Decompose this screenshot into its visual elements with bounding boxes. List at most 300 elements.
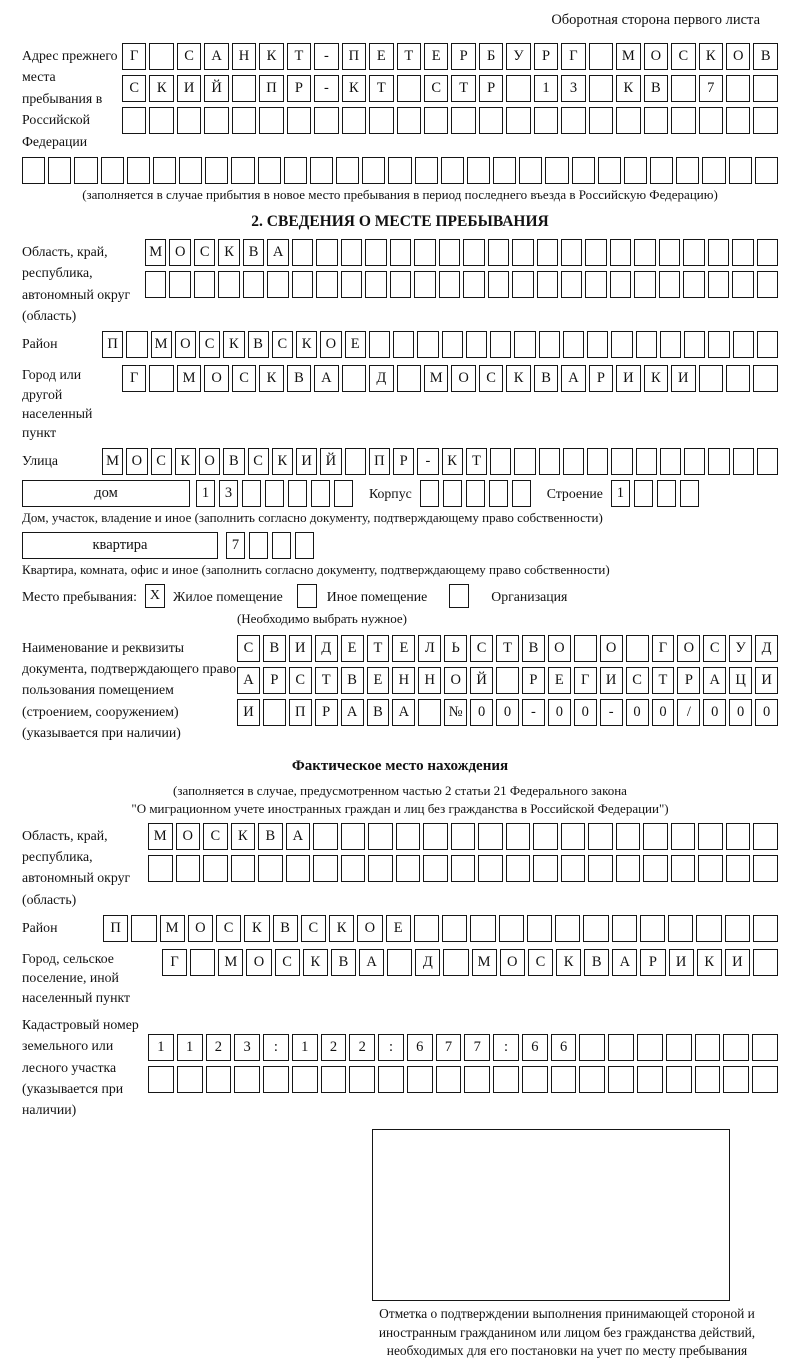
char-cell[interactable]: И [669, 949, 694, 976]
char-cell[interactable] [732, 239, 753, 266]
char-cell[interactable] [650, 157, 673, 184]
char-cell[interactable] [258, 855, 283, 882]
char-cell[interactable]: - [522, 699, 545, 726]
char-cell[interactable] [74, 157, 97, 184]
char-cell[interactable] [292, 239, 313, 266]
char-cell[interactable]: Т [496, 635, 519, 662]
char-cell[interactable] [644, 107, 668, 134]
char-cell[interactable]: И [237, 699, 260, 726]
char-cell[interactable]: 6 [407, 1034, 433, 1061]
char-cell[interactable]: О [644, 43, 668, 70]
char-cell[interactable] [539, 448, 560, 475]
char-cell[interactable] [533, 855, 558, 882]
char-cell[interactable]: А [561, 365, 585, 392]
char-cell[interactable] [659, 239, 680, 266]
char-cell[interactable] [286, 855, 311, 882]
char-cell[interactable] [451, 855, 476, 882]
char-cell[interactable] [643, 823, 668, 850]
char-cell[interactable] [365, 271, 386, 298]
char-cell[interactable]: Е [392, 635, 415, 662]
char-cell[interactable] [598, 157, 621, 184]
char-cell[interactable] [561, 271, 582, 298]
char-cell[interactable]: Н [392, 667, 415, 694]
char-cell[interactable] [634, 239, 655, 266]
char-cell[interactable] [506, 855, 531, 882]
char-cell[interactable] [423, 823, 448, 850]
char-cell[interactable]: М [218, 949, 243, 976]
char-cell[interactable] [441, 157, 464, 184]
char-cell[interactable]: Е [367, 667, 390, 694]
char-cell[interactable] [443, 949, 468, 976]
char-cell[interactable]: О [204, 365, 228, 392]
char-cell[interactable] [204, 107, 228, 134]
char-cell[interactable] [314, 107, 338, 134]
char-cell[interactable]: 0 [470, 699, 493, 726]
char-cell[interactable]: : [378, 1034, 404, 1061]
char-cell[interactable]: И [671, 365, 695, 392]
char-cell[interactable]: О [188, 915, 213, 942]
char-cell[interactable] [407, 1066, 433, 1093]
char-cell[interactable]: - [314, 75, 338, 102]
char-cell[interactable] [218, 271, 239, 298]
char-cell[interactable] [177, 1066, 203, 1093]
char-cell[interactable] [231, 855, 256, 882]
char-cell[interactable] [179, 157, 202, 184]
char-cell[interactable]: 3 [561, 75, 585, 102]
char-cell[interactable] [149, 107, 173, 134]
char-cell[interactable] [232, 107, 256, 134]
char-cell[interactable]: А [286, 823, 311, 850]
char-cell[interactable]: В [753, 43, 777, 70]
char-cell[interactable]: К [223, 331, 244, 358]
char-cell[interactable] [463, 239, 484, 266]
char-cell[interactable] [194, 271, 215, 298]
char-cell[interactable] [341, 855, 366, 882]
char-cell[interactable]: В [248, 331, 269, 358]
char-cell[interactable]: Н [232, 43, 256, 70]
char-cell[interactable] [488, 271, 509, 298]
char-cell[interactable]: К [259, 365, 283, 392]
char-cell[interactable] [341, 239, 362, 266]
char-cell[interactable] [295, 532, 314, 559]
char-cell[interactable]: А [359, 949, 384, 976]
char-cell[interactable] [506, 823, 531, 850]
char-cell[interactable]: 0 [574, 699, 597, 726]
char-cell[interactable] [616, 107, 640, 134]
char-cell[interactable]: О [176, 823, 201, 850]
char-cell[interactable] [539, 331, 560, 358]
char-cell[interactable]: 7 [699, 75, 723, 102]
char-cell[interactable]: О [451, 365, 475, 392]
char-cell[interactable]: Т [369, 75, 393, 102]
char-cell[interactable]: В [584, 949, 609, 976]
char-cell[interactable] [489, 480, 508, 507]
char-cell[interactable]: Т [466, 448, 487, 475]
char-cell[interactable] [336, 157, 359, 184]
char-cell[interactable] [127, 157, 150, 184]
char-cell[interactable] [396, 855, 421, 882]
char-cell[interactable] [666, 1066, 692, 1093]
char-cell[interactable]: В [331, 949, 356, 976]
char-cell[interactable]: С [199, 331, 220, 358]
char-cell[interactable]: О [199, 448, 220, 475]
char-cell[interactable]: К [342, 75, 366, 102]
char-cell[interactable] [753, 949, 778, 976]
char-cell[interactable]: К [303, 949, 328, 976]
char-cell[interactable]: Д [369, 365, 393, 392]
char-cell[interactable] [726, 855, 751, 882]
char-cell[interactable] [512, 239, 533, 266]
char-cell[interactable] [732, 271, 753, 298]
char-cell[interactable]: П [369, 448, 390, 475]
char-cell[interactable] [292, 271, 313, 298]
char-cell[interactable]: Р [479, 75, 503, 102]
char-cell[interactable]: Й [204, 75, 228, 102]
char-cell[interactable] [729, 157, 752, 184]
char-cell[interactable] [284, 157, 307, 184]
char-cell[interactable] [496, 667, 519, 694]
char-cell[interactable]: 7 [226, 532, 245, 559]
char-cell[interactable] [420, 480, 439, 507]
char-cell[interactable] [390, 271, 411, 298]
char-cell[interactable]: Е [386, 915, 411, 942]
char-cell[interactable]: И [177, 75, 201, 102]
char-cell[interactable] [22, 157, 45, 184]
char-cell[interactable] [316, 271, 337, 298]
char-cell[interactable]: О [548, 635, 571, 662]
char-cell[interactable]: А [392, 699, 415, 726]
char-cell[interactable]: М [148, 823, 173, 850]
char-cell[interactable]: Р [315, 699, 338, 726]
char-cell[interactable]: № [444, 699, 467, 726]
char-cell[interactable]: 0 [626, 699, 649, 726]
char-cell[interactable]: Т [287, 43, 311, 70]
char-cell[interactable] [206, 1066, 232, 1093]
char-cell[interactable] [723, 1066, 749, 1093]
char-cell[interactable]: С [470, 635, 493, 662]
char-cell[interactable]: 0 [652, 699, 675, 726]
char-cell[interactable] [637, 1066, 663, 1093]
char-cell[interactable]: П [289, 699, 312, 726]
char-cell[interactable] [610, 239, 631, 266]
char-cell[interactable]: К [556, 949, 581, 976]
char-cell[interactable]: Р [677, 667, 700, 694]
char-cell[interactable] [589, 43, 613, 70]
char-cell[interactable]: Г [122, 43, 146, 70]
char-cell[interactable] [506, 107, 530, 134]
char-cell[interactable]: 1 [177, 1034, 203, 1061]
char-cell[interactable] [753, 855, 778, 882]
char-cell[interactable]: Й [470, 667, 493, 694]
char-cell[interactable] [708, 448, 729, 475]
char-cell[interactable]: Е [345, 331, 366, 358]
char-cell[interactable] [393, 331, 414, 358]
char-cell[interactable]: К [259, 43, 283, 70]
char-cell[interactable]: М [424, 365, 448, 392]
char-cell[interactable]: А [703, 667, 726, 694]
char-cell[interactable]: М [151, 331, 172, 358]
char-cell[interactable] [464, 1066, 490, 1093]
char-cell[interactable] [733, 331, 754, 358]
char-cell[interactable]: Р [522, 667, 545, 694]
char-cell[interactable]: 0 [703, 699, 726, 726]
char-cell[interactable]: Г [561, 43, 585, 70]
char-cell[interactable] [698, 855, 723, 882]
char-cell[interactable] [757, 448, 778, 475]
char-cell[interactable] [148, 1066, 174, 1093]
char-cell[interactable] [733, 448, 754, 475]
char-cell[interactable]: К [231, 823, 256, 850]
char-cell[interactable]: Д [415, 949, 440, 976]
char-cell[interactable] [752, 1066, 778, 1093]
char-cell[interactable]: В [287, 365, 311, 392]
char-cell[interactable]: И [616, 365, 640, 392]
char-cell[interactable] [608, 1034, 634, 1061]
char-cell[interactable]: С [301, 915, 326, 942]
char-cell[interactable] [313, 823, 338, 850]
char-cell[interactable] [589, 75, 613, 102]
char-cell[interactable] [616, 823, 641, 850]
char-cell[interactable] [684, 331, 705, 358]
char-cell[interactable] [757, 271, 778, 298]
char-cell[interactable] [634, 480, 653, 507]
char-cell[interactable]: Е [424, 43, 448, 70]
char-cell[interactable] [368, 823, 393, 850]
char-cell[interactable] [612, 915, 637, 942]
char-cell[interactable]: С [424, 75, 448, 102]
char-cell[interactable]: С [479, 365, 503, 392]
char-cell[interactable] [561, 823, 586, 850]
char-cell[interactable] [176, 855, 201, 882]
char-cell[interactable]: Р [393, 448, 414, 475]
char-cell[interactable]: В [522, 635, 545, 662]
char-cell[interactable] [561, 855, 586, 882]
char-cell[interactable]: К [699, 43, 723, 70]
char-cell[interactable] [616, 855, 641, 882]
char-cell[interactable] [640, 915, 665, 942]
char-cell[interactable] [537, 239, 558, 266]
char-cell[interactable] [668, 915, 693, 942]
char-cell[interactable]: С [232, 365, 256, 392]
char-cell[interactable] [415, 157, 438, 184]
char-cell[interactable] [126, 331, 147, 358]
char-cell[interactable] [258, 157, 281, 184]
char-cell[interactable] [334, 480, 353, 507]
char-cell[interactable] [148, 855, 173, 882]
char-cell[interactable]: С [703, 635, 726, 662]
char-cell[interactable] [436, 1066, 462, 1093]
char-cell[interactable] [676, 157, 699, 184]
char-cell[interactable] [527, 915, 552, 942]
char-cell[interactable]: Р [263, 667, 286, 694]
char-cell[interactable] [488, 239, 509, 266]
checkbox-residential[interactable]: X [145, 584, 165, 608]
char-cell[interactable]: А [204, 43, 228, 70]
char-cell[interactable]: И [725, 949, 750, 976]
char-cell[interactable]: К [506, 365, 530, 392]
char-cell[interactable]: Т [367, 635, 390, 662]
char-cell[interactable] [587, 448, 608, 475]
char-cell[interactable] [131, 915, 156, 942]
char-cell[interactable]: О [357, 915, 382, 942]
char-cell[interactable] [231, 157, 254, 184]
char-cell[interactable] [478, 823, 503, 850]
char-cell[interactable]: Т [315, 667, 338, 694]
char-cell[interactable]: Г [122, 365, 146, 392]
char-cell[interactable]: У [729, 635, 752, 662]
char-cell[interactable]: М [160, 915, 185, 942]
char-cell[interactable] [417, 331, 438, 358]
char-cell[interactable] [585, 271, 606, 298]
char-cell[interactable] [659, 271, 680, 298]
char-cell[interactable] [683, 271, 704, 298]
char-cell[interactable]: Е [548, 667, 571, 694]
char-cell[interactable] [442, 915, 467, 942]
char-cell[interactable] [288, 480, 307, 507]
char-cell[interactable] [442, 331, 463, 358]
char-cell[interactable] [660, 448, 681, 475]
char-cell[interactable]: С [671, 43, 695, 70]
char-cell[interactable] [684, 448, 705, 475]
char-cell[interactable] [636, 448, 657, 475]
char-cell[interactable] [708, 239, 729, 266]
char-cell[interactable]: 0 [729, 699, 752, 726]
char-cell[interactable]: К [244, 915, 269, 942]
char-cell[interactable]: Р [451, 43, 475, 70]
char-cell[interactable]: К [442, 448, 463, 475]
char-cell[interactable] [493, 1066, 519, 1093]
char-cell[interactable] [242, 480, 261, 507]
char-cell[interactable]: И [755, 667, 778, 694]
char-cell[interactable]: К [616, 75, 640, 102]
char-cell[interactable] [369, 107, 393, 134]
char-cell[interactable]: С [248, 448, 269, 475]
char-cell[interactable]: Т [652, 667, 675, 694]
char-cell[interactable] [574, 635, 597, 662]
char-cell[interactable]: 1 [611, 480, 630, 507]
char-cell[interactable] [362, 157, 385, 184]
char-cell[interactable]: 2 [321, 1034, 347, 1061]
char-cell[interactable]: О [500, 949, 525, 976]
char-cell[interactable]: О [126, 448, 147, 475]
char-cell[interactable] [365, 239, 386, 266]
char-cell[interactable] [671, 75, 695, 102]
char-cell[interactable]: Т [451, 75, 475, 102]
char-cell[interactable]: Р [589, 365, 613, 392]
char-cell[interactable]: В [534, 365, 558, 392]
char-cell[interactable] [397, 365, 421, 392]
char-cell[interactable] [368, 855, 393, 882]
checkbox-organization[interactable] [449, 584, 469, 608]
char-cell[interactable] [755, 157, 778, 184]
char-cell[interactable]: О [246, 949, 271, 976]
char-cell[interactable] [624, 157, 647, 184]
char-cell[interactable] [414, 915, 439, 942]
char-cell[interactable] [249, 532, 268, 559]
char-cell[interactable]: С [194, 239, 215, 266]
char-cell[interactable] [572, 157, 595, 184]
char-cell[interactable] [657, 480, 676, 507]
char-cell[interactable] [388, 157, 411, 184]
char-cell[interactable]: О [320, 331, 341, 358]
char-cell[interactable] [234, 1066, 260, 1093]
char-cell[interactable]: П [259, 75, 283, 102]
char-cell[interactable] [414, 239, 435, 266]
char-cell[interactable] [203, 855, 228, 882]
char-cell[interactable] [555, 915, 580, 942]
char-cell[interactable]: Г [162, 949, 187, 976]
char-cell[interactable]: О [600, 635, 623, 662]
char-cell[interactable] [696, 915, 721, 942]
char-cell[interactable]: Р [640, 949, 665, 976]
char-cell[interactable] [671, 823, 696, 850]
char-cell[interactable] [478, 855, 503, 882]
char-cell[interactable] [499, 915, 524, 942]
checkbox-other-premise[interactable] [297, 584, 317, 608]
char-cell[interactable] [153, 157, 176, 184]
char-cell[interactable] [149, 365, 173, 392]
char-cell[interactable]: Ц [729, 667, 752, 694]
char-cell[interactable] [321, 1066, 347, 1093]
char-cell[interactable]: А [612, 949, 637, 976]
char-cell[interactable]: Л [418, 635, 441, 662]
char-cell[interactable]: Т [397, 43, 421, 70]
char-cell[interactable] [519, 157, 542, 184]
char-cell[interactable] [423, 855, 448, 882]
char-cell[interactable]: О [175, 331, 196, 358]
char-cell[interactable]: П [102, 331, 123, 358]
char-cell[interactable]: С [275, 949, 300, 976]
char-cell[interactable] [466, 480, 485, 507]
char-cell[interactable]: С [151, 448, 172, 475]
char-cell[interactable] [726, 75, 750, 102]
char-cell[interactable] [424, 107, 448, 134]
char-cell[interactable]: К [272, 448, 293, 475]
char-cell[interactable] [666, 1034, 692, 1061]
char-cell[interactable] [313, 855, 338, 882]
char-cell[interactable] [634, 271, 655, 298]
char-cell[interactable]: А [267, 239, 288, 266]
char-cell[interactable]: Г [652, 635, 675, 662]
char-cell[interactable]: - [417, 448, 438, 475]
char-cell[interactable] [341, 271, 362, 298]
char-cell[interactable]: 3 [234, 1034, 260, 1061]
char-cell[interactable] [369, 331, 390, 358]
char-cell[interactable]: Б [479, 43, 503, 70]
char-cell[interactable] [292, 1066, 318, 1093]
char-cell[interactable] [757, 239, 778, 266]
char-cell[interactable]: А [314, 365, 338, 392]
char-cell[interactable] [265, 480, 284, 507]
char-cell[interactable]: : [493, 1034, 519, 1061]
char-cell[interactable] [534, 107, 558, 134]
char-cell[interactable]: - [600, 699, 623, 726]
char-cell[interactable]: 2 [349, 1034, 375, 1061]
char-cell[interactable]: 0 [496, 699, 519, 726]
char-cell[interactable] [512, 480, 531, 507]
char-cell[interactable] [451, 823, 476, 850]
char-cell[interactable] [267, 271, 288, 298]
char-cell[interactable]: Н [418, 667, 441, 694]
char-cell[interactable]: М [177, 365, 201, 392]
char-cell[interactable] [726, 107, 750, 134]
char-cell[interactable]: О [677, 635, 700, 662]
char-cell[interactable] [466, 331, 487, 358]
char-cell[interactable]: В [263, 635, 286, 662]
char-cell[interactable] [589, 107, 613, 134]
char-cell[interactable] [272, 532, 291, 559]
char-cell[interactable] [387, 949, 412, 976]
